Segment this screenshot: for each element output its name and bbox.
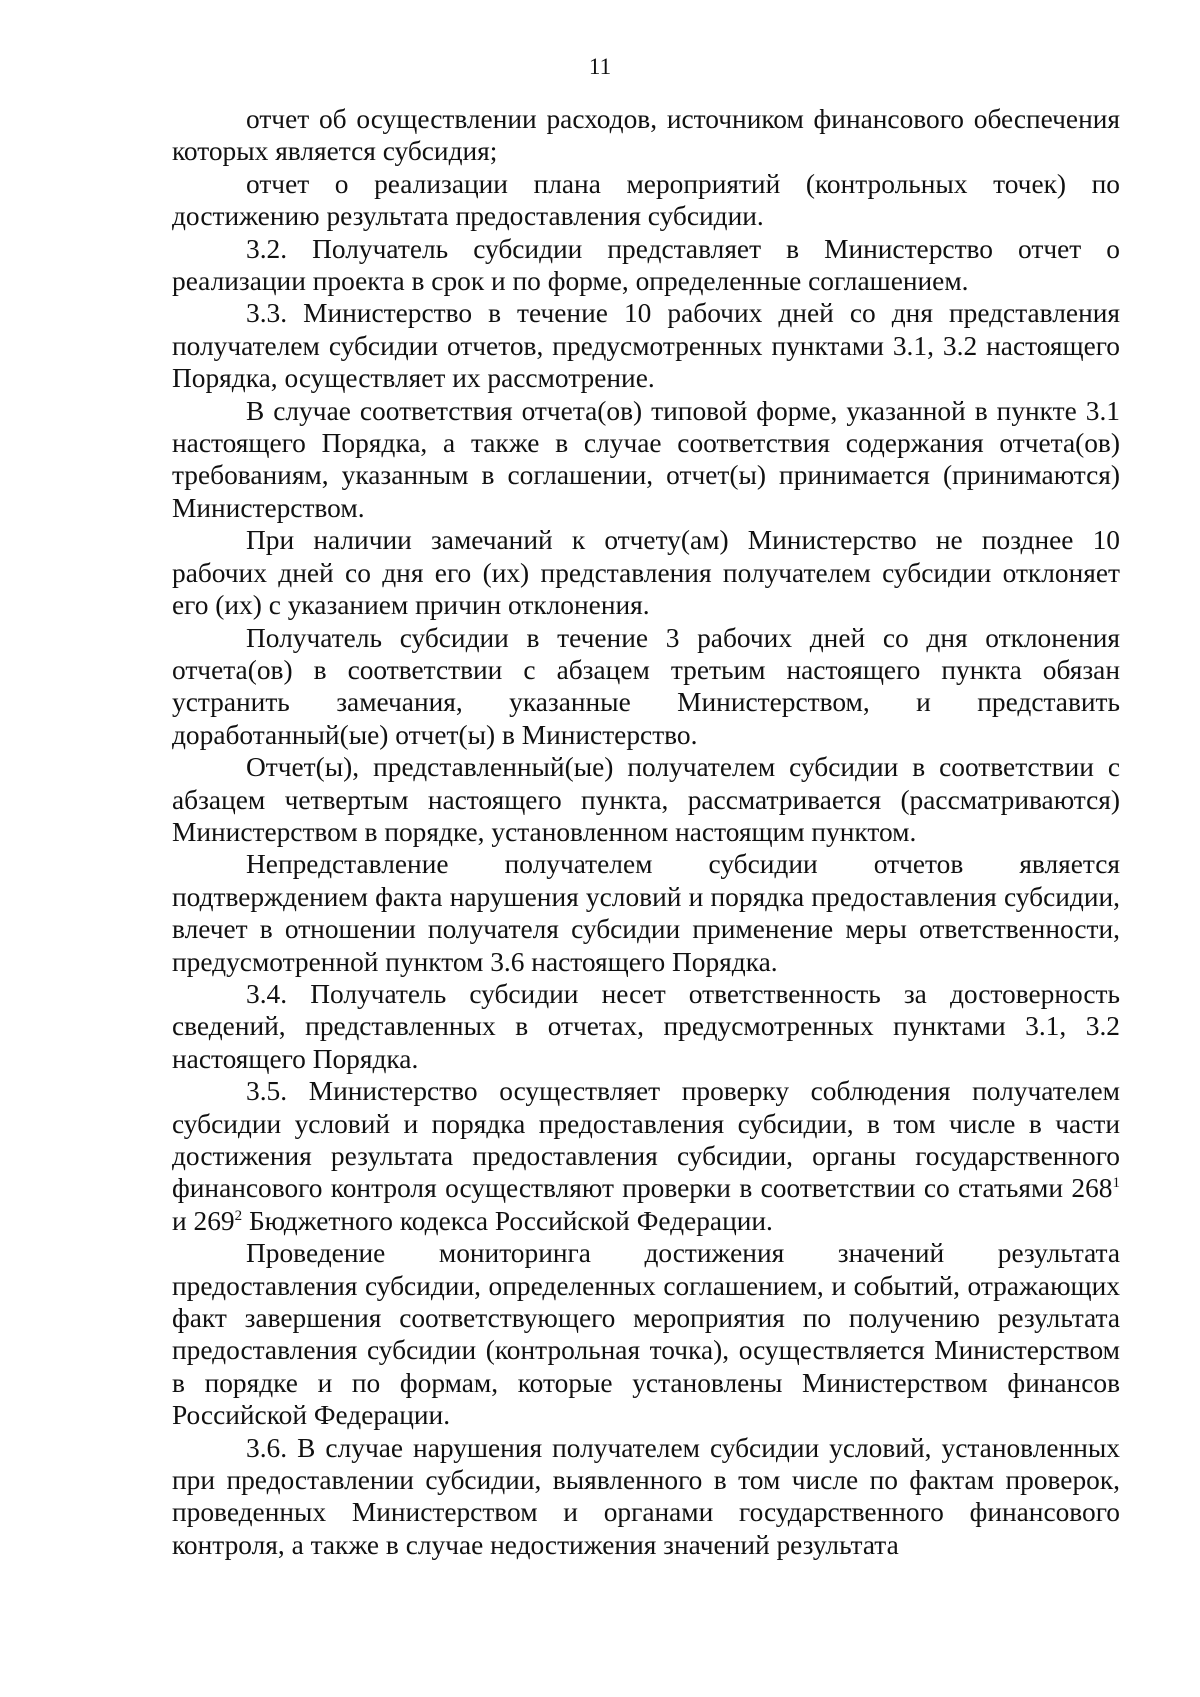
superscript-1: 1 [1112,1175,1120,1192]
paragraph-3-3: 3.3. Министерство в течение 10 рабочих дней со дня представления получателем субсидии отчетов, предусмотренных пунктами 3.1, 3.2 настоящего Порядка, осуществляет их рассмотрение. [172,298,1120,394]
paragraph-3-5-text: 3.5. Министерство осуществляет проверку соблюдения получателем субсидии условий и порядка предоставления субсидии, в том числе в части достижения результата предоставления субсидии, органы государственного финансового контроля осуществляют проверки в соответствии со статьями 268 [172,1076,1120,1204]
paragraph-plan-report: отчет о реализации плана мероприятий (контрольных точек) по достижению результата предоставления субсидии. [172,168,1120,232]
paragraph-3-6: 3.6. В случае нарушения получателем субсидии условий, установленных при предоставлении субсидии, выявленного в том числе по фактам проверок, проведенных Министерством и органами государственного финансового контроля, а также в случае недостижения значений результата [172,1432,1120,1560]
paragraph-correction: Получатель субсидии в течение 3 рабочих дней со дня отклонения отчета(ов) в соответствии с абзацем третьим настоящего пункта обязан устранить замечания, указанные Министерством, и представить доработанный(ые) отчет(ы) в Министерство. [172,622,1120,750]
paragraph-3-5-tail: Бюджетного кодекса Российской Федерации. [242,1205,773,1236]
paragraph-3-5 [172,1075,1120,1237]
page-number: 11 [588,54,612,79]
superscript-2: 2 [234,1207,243,1224]
paragraph-3-4: 3.4. Получатель субсидии несет ответственность за достоверность сведений, представленных в отчетах, предусмотренных пунктами 3.1, 3.2 настоящего Порядка. [172,978,1120,1074]
paragraph-remarks: При наличии замечаний к отчету(ам) Министерство не позднее 10 рабочих дней со дня его (их) представления получателем субсидии отклоняет его (их) с указанием причин отклонения. [172,525,1120,621]
document-body [172,103,1120,1561]
paragraph-monitoring: Проведение мониторинга достижения значений результата предоставления субсидии, определенных соглашением, и событий, отражающих факт завершения соответствующего мероприятия по получению результата предоставления субсидии (контрольная точка), осуществляется Министерством в порядке и по формам, которые установлены Министерством финансов Российской Федерации. [172,1238,1120,1431]
paragraph-3-5-mid: и 269 [172,1205,235,1236]
paragraph-resubmission: Отчет(ы), представленный(ые) получателем субсидии в соответствии с абзацем четвертым настоящего пункта, рассматривается (рассматриваются) Министерством в порядке, установленном настоящим пунктом. [172,752,1120,847]
paragraph-3-2: 3.2. Получатель субсидии представляет в Министерство отчет о реализации проекта в срок и по форме, определенные соглашением. [172,233,1120,297]
paragraph-non-submission: Непредставление получателем субсидии отчетов является подтверждением факта нарушения условий и порядка предоставления субсидии, влечет в отношении получателя субсидии применение меры ответственности, предусмотренной пунктом 3.6 настоящего Порядка. [172,849,1120,977]
paragraph-expense-report: отчет об осуществлении расходов, источником финансового обеспечения которых является субсидия; [172,104,1120,167]
paragraph-report-compliance: В случае соответствия отчета(ов) типовой форме, указанной в пункте 3.1 настоящего Порядка, а также в случае соответствия содержания отчета(ов) требованиям, указанным в соглашении, отчет(ы) принимается (принимаются) Министерством. [172,395,1120,523]
